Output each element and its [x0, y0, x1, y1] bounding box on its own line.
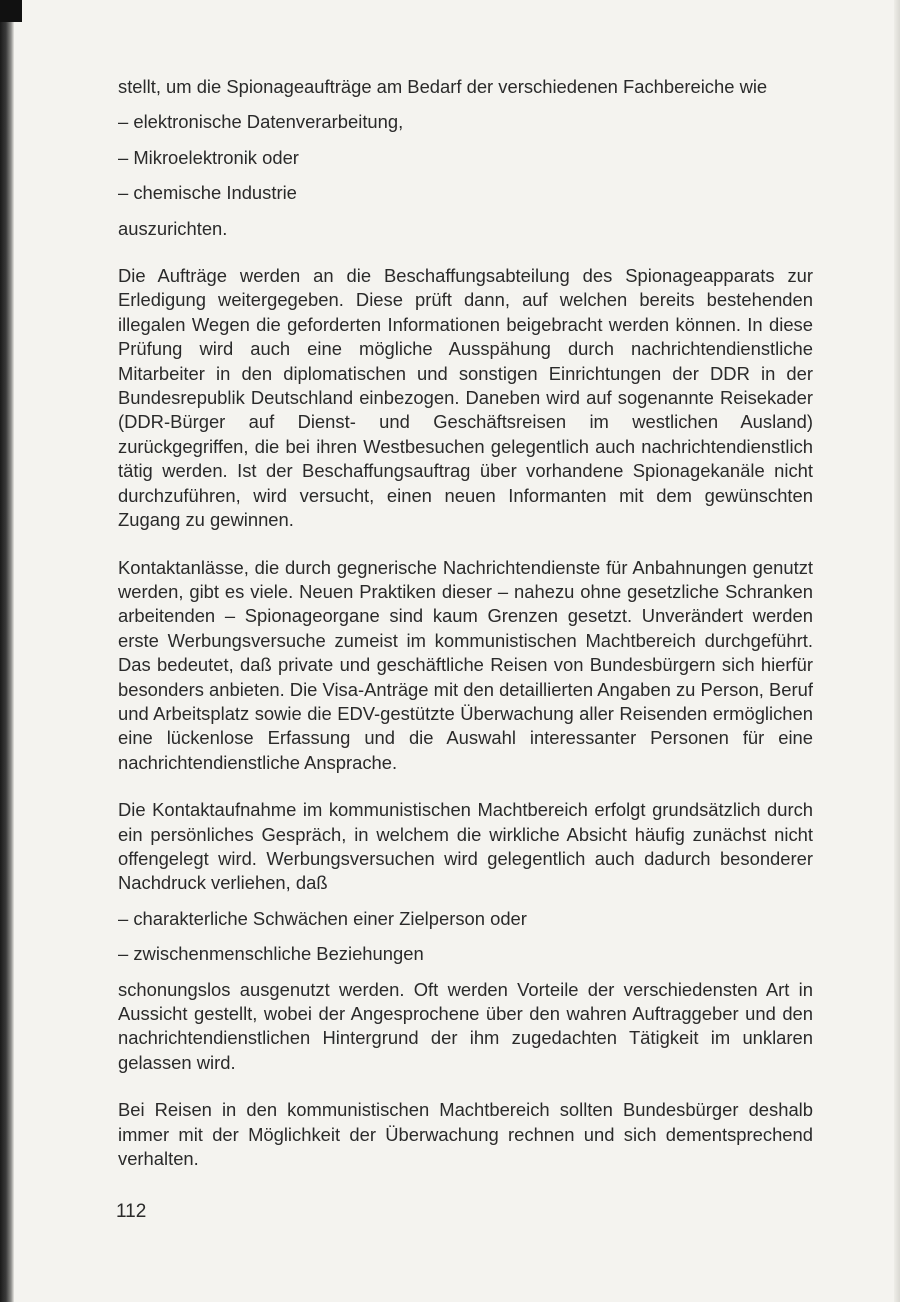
paragraph: Die Kontaktaufnahme im kommunistischen Machtbereich erfolgt grundsätzlich durch ein persönliches Gespräch, in welchem die wirkliche Absicht häufig zunächst nicht offengelegt wird. Werbungsversuchen wird gelegentlich auch dadurch besonderer Nachdruck verliehen, daß [118, 799, 813, 894]
page-body [118, 75, 813, 1171]
paragraph: Kontaktanlässe, die durch gegnerische Nachrichtendienste für Anbahnungen genutzt werden, gibt es viele. Neuen Praktiken dieser – nahezu ohne gesetzliche Schranken arbeitenden – Spionageorgane sind kaum Grenzen gesetzt. Unverändert werden erste Werbungsversuche zumeist im kommunistischen Machtbereich durchgeführt. Das bedeutet, daß private und geschäftliche Reisen von Bundesbürgern sich hierfür besonders anbieten. Die Visa-Anträge mit den detaillierten Angaben zu Person, Beruf und Arbeitsplatz sowie die EDV-gestützte Überwachung aller Reisenden ermöglichen eine lückenlose Erfassung und die Auswahl interessanter Personen für eine nachrichtendienstliche Ansprache. [118, 556, 813, 773]
paragraph: Bei Reisen in den kommunistischen Machtbereich sollten Bundesbürger deshalb immer mit der Möglichkeit der Überwachung rechnen und sich dementsprechend verhalten. [118, 1099, 813, 1170]
list-item: – Mikroelektronik oder [118, 146, 299, 168]
paragraph-tail: schonungslos ausgenutzt werden. Oft werden Vorteile der verschiedensten Art in Aussicht gestellt, wobei der Angesprochene über den wahren Auftraggeber und den nachrichtendienstlichen Hintergrund der ihm zugedachten Tätigkeit im unklaren gelassen wird. [118, 978, 813, 1073]
list-item: – zwischenmenschliche Beziehungen [118, 943, 424, 965]
scan-corner-mark [0, 0, 22, 22]
book-spine-shadow [0, 0, 14, 1302]
list-item: – charakterliche Schwächen einer Zielperson oder [118, 907, 527, 929]
paragraph: Die Aufträge werden an die Beschaffungsabteilung des Spionageapparats zur Erledigung weitergegeben. Diese prüft dann, auf welchen bereits bestehenden illegalen Wegen die geforderten Informationen beigebracht werden können. In diese Prüfung wird auch eine mögliche Ausspähung durch nachrichtendienstliche Mitarbeiter in den diplomatischen und sonstigen Einrichtungen der DDR in der Bundesrepublik Deutschland einbezogen. Daneben wird auf sogenannte Reisekader (DDR-Bürger auf Dienst- und Geschäftsreisen im westlichen Ausland) zurückgegriffen, die bei ihren Westbesuchen gelegentlich auch nachrichtendienstlich tätig werden. Ist der Beschaffungsauftrag über vorhandene Spionagekanäle nicht durchzuführen, wird versucht, einen neuen Informanten mit dem gewünschten Zugang zu gewinnen. [118, 265, 813, 531]
list-item: – elektronische Datenverarbeitung, [118, 111, 404, 133]
list-item: – chemische Industrie [118, 182, 297, 204]
page-edge [894, 0, 900, 1302]
paragraph-intro: stellt, um die Spionageaufträge am Bedarf der verschiedenen Fachbereiche wie [118, 76, 768, 97]
paragraph-intro-tail: auszurichten. [118, 217, 228, 239]
page-number: 112 [116, 1201, 147, 1222]
